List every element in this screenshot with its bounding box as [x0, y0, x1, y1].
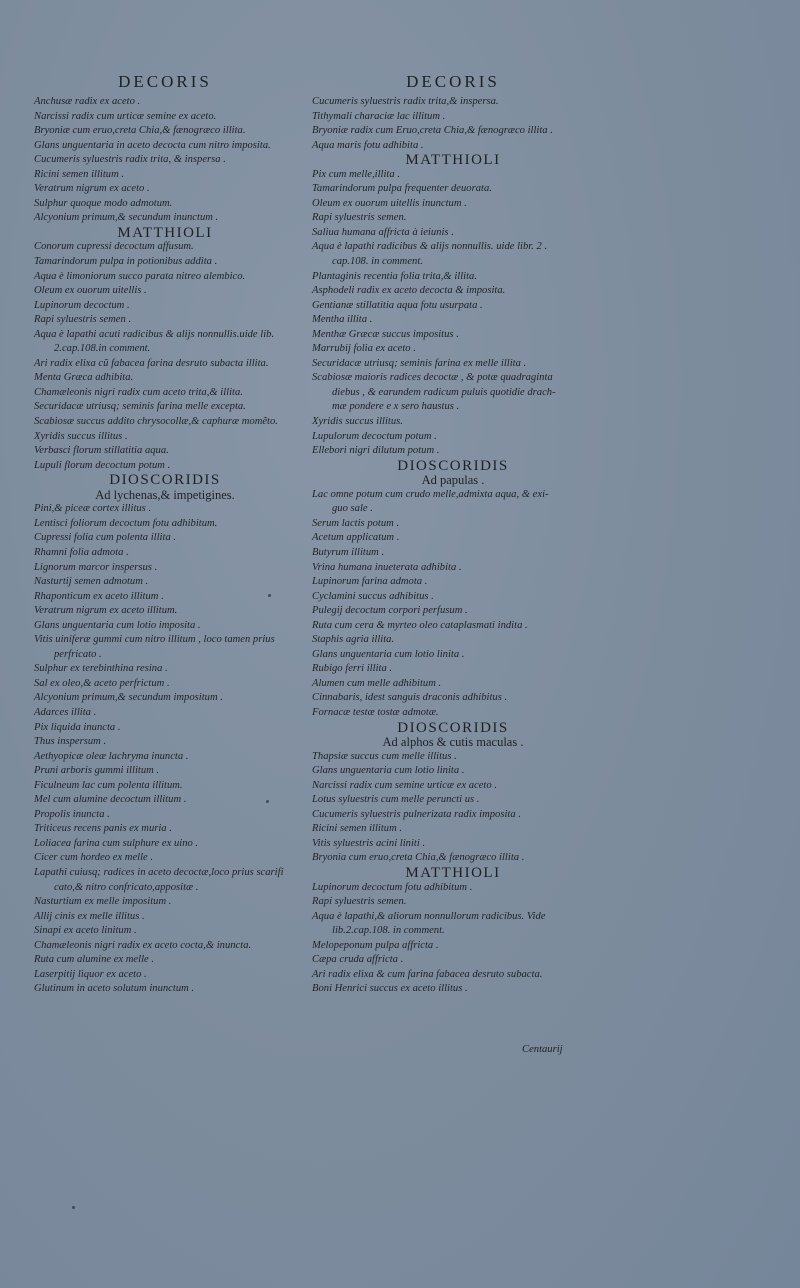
remedy-entry: Boni Henrici succus ex aceto illitus . — [312, 983, 468, 995]
remedy-entry: Melopeponum pulpa affricta . — [312, 939, 439, 951]
section-heading: MATTHIOLI — [405, 152, 501, 169]
remedy-entry: Bryoniæ radix cum Eruo,creta Chia,& fænogræco illita . — [312, 125, 553, 137]
remedy-entry: Cyclamini succus adhibitus . — [312, 590, 434, 602]
remedy-entry: Lupinorum decoctum fotu adhibitum . — [312, 881, 473, 893]
remedy-entry: Thapsiæ succus cum melle illitus . — [312, 750, 457, 762]
remedy-entry: Cupressi folia cum polenta illita . — [34, 532, 177, 544]
remedy-entry: Sulphur quoque modo admotum. — [34, 197, 173, 209]
remedy-entry: Nasturtium ex melle impositum . — [34, 896, 172, 908]
remedy-entry: Gentianæ stillatitia aqua fotu usurpata . — [312, 299, 483, 311]
remedy-entry: Lupinorum farina admota . — [312, 576, 428, 588]
remedy-entry: Anchusæ radix ex aceto . — [34, 96, 141, 107]
remedy-entry: Conorum cupressi decoctum affusum. — [34, 241, 194, 253]
remedy-entry: Lentisci foliorum decoctum fotu adhibitum. — [34, 517, 218, 529]
remedy-entry: Cicer cum hordeo ex melle . — [34, 852, 154, 864]
remedy-entry: Veratrum nigrum ex aceto . — [34, 183, 150, 195]
remedy-entry: Adarces illita . — [34, 706, 97, 718]
remedy-entry: Glans unguentaria cum lotio linita . — [312, 765, 465, 777]
remedy-entry: Cucumeris syluestris radix trita, & inspersa . — [34, 154, 226, 166]
remedy-entry: Vitis uiniferæ gummi cum nitro illitum , loco tamen prius — [34, 634, 275, 646]
remedy-entry: Sinapi ex aceto linitum . — [34, 925, 137, 937]
entry-continuation: lib.2.cap.108. in comment. — [332, 925, 445, 937]
entry-continuation: perfricato . — [54, 648, 102, 660]
remedy-entry: Xyridis succus illitus. — [312, 416, 403, 428]
remedy-entry: Securidacæ utriusq; seminis farina melle excepta. — [34, 401, 246, 413]
remedy-entry: Propolis inuncta . — [34, 808, 110, 820]
remedy-entry: Cucumeris syluestris pulnerizata radix imposita . — [312, 808, 521, 820]
remedy-entry: Ruta cum alumine ex melle . — [34, 954, 155, 966]
entry-continuation: cap.108. in comment. — [332, 256, 423, 268]
remedy-entry: Ruta cum cera & myrteo oleo cataplasmati indita . — [312, 619, 528, 631]
section-heading: MATTHIOLI — [405, 864, 501, 881]
remedy-entry: Glans unguentaria cum lotio linita . — [312, 648, 465, 660]
remedy-entry: Tamarindorum pulpa frequenter deuorata. — [312, 183, 492, 195]
remedy-entry: Aqua è lapathi acuti radicibus & alijs nonnullis.uide lib. — [34, 328, 275, 340]
remedy-entry: Thus inspersum . — [34, 736, 107, 748]
remedy-entry: Rapi syluestris semen . — [34, 314, 132, 326]
right-entries — [312, 95, 594, 997]
remedy-entry: Verbasci florum stillatitia aqua. — [34, 445, 169, 457]
remedy-entry: Pix liquida inuncta . — [34, 721, 121, 733]
remedy-entry: Cæpa cruda affricta . — [312, 954, 404, 966]
remedy-entry: Pini,& piceæ cortex illitus . — [34, 503, 152, 515]
remedy-entry: Aqua è lapathi radicibus & alijs nonnullis. uide libr. 2 . — [312, 241, 548, 253]
remedy-entry: Narcissi radix cum semine urticæ ex aceto . — [312, 779, 497, 791]
entry-continuation: mæ pondere e x sero haustus . — [332, 401, 460, 413]
remedy-entry: Scabiosæ maioris radices decoctæ , & potæ quadraginta — [312, 372, 553, 384]
remedy-entry: Rubigo ferri illita . — [312, 663, 393, 675]
remedy-entry: Rapi syluestris semen. — [312, 896, 407, 908]
remedy-entry: Mentha illita . — [312, 314, 373, 326]
remedy-entry: Glutinum in aceto solutum inunctum . — [34, 983, 195, 995]
remedy-entry: Tamarindorum pulpa in potionibus addita . — [34, 256, 218, 268]
remedy-entry: Serum lactis potum . — [312, 517, 400, 529]
remedy-entry: Alcyonium primum,& secundum impositum . — [34, 692, 223, 704]
remedy-entry: Pruni arboris gummi illitum . — [34, 765, 160, 777]
remedy-entry: Tithymali characiæ lac illitum . — [312, 110, 446, 122]
remedy-entry: Lapathi cuiusq; radices in aceto decoctæ,loco prius scarifi — [34, 866, 284, 878]
section-subheading: Ad papulas . — [421, 473, 485, 488]
section-subheading: Ad alphos & cutis maculas . — [382, 735, 524, 750]
remedy-entry: Lupulorum decoctum potum . — [312, 430, 437, 442]
remedy-entry: Ari radix elixa & cum farina fabacea desruto subacta. — [312, 968, 543, 980]
remedy-entry: Menthæ Græcæ succus impositus . — [312, 328, 459, 340]
left-column — [34, 72, 296, 997]
remedy-entry: Lupuli florum decoctum potum . — [34, 459, 171, 471]
entry-continuation: cato,& nitro confricato,appositæ . — [54, 881, 199, 893]
section-heading: DIOSCORIDIS — [397, 719, 509, 736]
remedy-entry: Bryonia cum eruo,creta Chia,& fænogræco illita . — [312, 852, 525, 864]
remedy-entry: Ricini semen illitum . — [34, 168, 125, 180]
ink-speck — [266, 800, 269, 803]
remedy-entry: Securidacæ utriusq; seminis farina ex melle illita . — [312, 357, 527, 369]
remedy-entry: Butyrum illitum . — [312, 546, 385, 558]
remedy-entry: Menta Græca adhibita. — [34, 372, 134, 384]
ink-speck — [268, 594, 271, 597]
entry-continuation: 2.cap.108.in comment. — [54, 343, 151, 355]
section-heading: DIOSCORIDIS — [109, 472, 221, 489]
remedy-entry: Glans unguentaria in aceto decocta cum nitro imposita. — [34, 139, 271, 151]
remedy-entry: Mel cum alumine decoctum illitum . — [34, 794, 187, 806]
remedy-entry: Ellebori nigri dilutum potum . — [312, 445, 440, 457]
remedy-entry: Asphodeli radix ex aceto decocta & imposita. — [312, 285, 506, 297]
remedy-entry: Veratrum nigrum ex aceto illitum. — [34, 605, 178, 617]
remedy-entry: Aqua maris fotu adhibita . — [312, 139, 424, 151]
remedy-entry: Staphis agria illita. — [312, 634, 395, 646]
remedy-entry: Allij cinis ex melle illitus . — [34, 910, 145, 922]
remedy-entry: Plantaginis recentia folia trita,& illita. — [312, 270, 477, 282]
catchword: Centaurij — [522, 1044, 563, 1055]
remedy-entry: Vrina humana inueterata adhibita . — [312, 561, 462, 573]
left-entries — [34, 95, 296, 997]
running-head-left: DECORIS — [118, 72, 212, 91]
remedy-entry: Ricini semen illitum . — [312, 823, 403, 835]
remedy-entry: Scabiosæ succus addito chrysocollæ,& caphuræ momẽto. — [34, 416, 278, 428]
section-heading: MATTHIOLI — [117, 224, 213, 241]
running-head-right: DECORIS — [406, 72, 500, 91]
right-column — [312, 72, 594, 997]
remedy-entry: Laserpitij liquor ex aceto . — [34, 968, 147, 980]
remedy-entry: Aqua è lapathi,& aliorum nonnullorum radicibus. Vide — [312, 910, 546, 922]
section-subheading: Ad lychenas,& impetigines. — [95, 487, 235, 502]
remedy-entry: Narcissi radix cum urticæ semine ex aceto. — [34, 110, 217, 122]
remedy-entry: Glans unguentaria cum lotio imposita . — [34, 619, 201, 631]
remedy-entry: Lupinorum decoctum . — [34, 299, 130, 311]
remedy-entry: Oleum ex ouorum uitellis . — [34, 285, 147, 297]
remedy-entry: Aethyopicæ oleæ lachryma inuncta . — [34, 750, 189, 762]
remedy-entry: Cucumeris syluestris radix trita,& inspersa. — [312, 96, 499, 107]
remedy-entry: Lotus syluestris cum melle peruncti us . — [312, 794, 480, 806]
remedy-entry: Alcyonium primum,& secundum inunctum . — [34, 212, 219, 224]
remedy-entry: Acetum applicatum . — [312, 532, 400, 544]
remedy-entry: Ficulneum lac cum polenta illitum. — [34, 779, 183, 791]
remedy-entry: Xyridis succus illitus . — [34, 430, 128, 442]
remedy-entry: Pulegij decoctum corpori perfusum . — [312, 605, 468, 617]
remedy-entry: Aqua è limoniorum succo parata nitreo alembico. — [34, 270, 246, 282]
ink-speck — [72, 1206, 75, 1209]
remedy-entry: Loliacea farina cum sulphure ex uino . — [34, 837, 199, 849]
entry-continuation: guo sale . — [332, 503, 373, 515]
remedy-entry: Sulphur ex terebinthina resina . — [34, 663, 168, 675]
remedy-entry: Bryoniæ cum eruo,creta Chia,& fænogræco illita. — [34, 125, 246, 137]
remedy-entry: Saliua humana affricta à ieiunis . — [312, 226, 454, 238]
remedy-entry: Triticeus recens panis ex muria . — [34, 823, 172, 835]
remedy-entry: Nasturtij semen admotum . — [34, 576, 149, 588]
remedy-entry: Chamæleonis nigri radix cum aceto trita,& illita. — [34, 386, 243, 398]
remedy-entry: Sal ex oleo,& aceto perfrictum . — [34, 677, 170, 689]
remedy-entry: Oleum ex ouorum uitellis inunctum . — [312, 197, 467, 209]
remedy-entry: Vitis syluestris acini liniti . — [312, 837, 426, 849]
section-heading: DIOSCORIDIS — [397, 457, 509, 474]
remedy-entry: Rhaponticum ex aceto illitum . — [34, 590, 164, 602]
remedy-entry: Rhamni folia admota . — [34, 546, 129, 558]
remedy-entry: Lignorum marcor inspersus . — [34, 561, 158, 573]
remedy-entry: Alumen cum melle adhibitum . — [312, 677, 442, 689]
remedy-entry: Chamæleonis nigri radix ex aceto cocta,& inuncta. — [34, 939, 252, 951]
remedy-entry: Fornacæ testæ tostæ admotæ. — [312, 706, 439, 718]
remedy-entry: Marrubij folia ex aceto . — [312, 343, 416, 355]
entry-continuation: diebus , & earundem radicum puluis quotidie drach- — [332, 386, 556, 398]
remedy-entry: Lac omne potum cum crudo melle,admixta aqua, & exi- — [312, 488, 549, 500]
remedy-entry: Pix cum melle,illita . — [312, 168, 400, 180]
remedy-entry: Cinnabaris, idest sanguis draconis adhibitus . — [312, 692, 508, 704]
remedy-entry: Rapi syluestris semen. — [312, 212, 407, 224]
remedy-entry: Ari radix elixa cũ fabacea farina desruto subacta illita. — [34, 357, 269, 369]
